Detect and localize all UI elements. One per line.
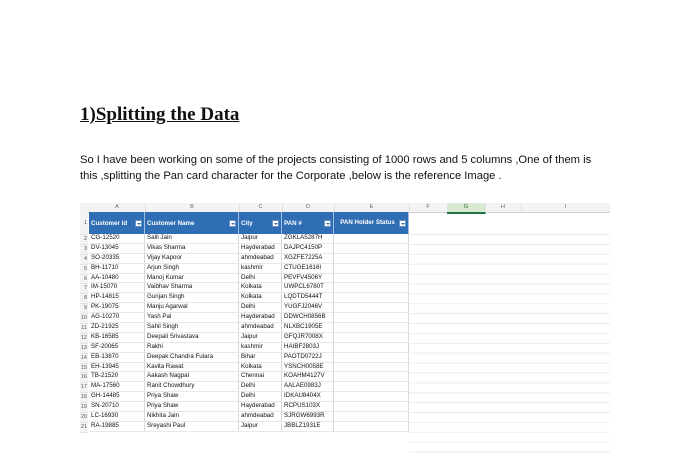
row-number: 15: [80, 364, 88, 374]
pan-holder-status-cell: [334, 412, 409, 421]
customer-name-cell: Vaibhav Sharma: [145, 283, 239, 292]
table-row: [89, 343, 409, 353]
pan-holder-status-cell: [334, 293, 409, 302]
customer-id-cell: LC-16930: [89, 412, 145, 421]
table-row: [89, 313, 409, 323]
row-number: 20: [80, 413, 88, 423]
table-row: [89, 234, 409, 244]
city-cell: ahmdeabad: [239, 412, 282, 421]
header-customer-name: [145, 212, 239, 234]
header-pan-holder-status: [334, 212, 409, 234]
city-cell: ahmdeabad: [239, 254, 282, 263]
column-letter-selected: G: [447, 203, 486, 214]
pan-holder-status-cell: [334, 274, 409, 283]
table-row: [89, 293, 409, 303]
pan-holder-status-cell: [334, 234, 409, 243]
customer-id-cell: BH-11710: [89, 264, 145, 273]
header-label: City: [241, 219, 253, 227]
filter-dropdown-icon: [135, 220, 142, 227]
header-customer-id: [89, 212, 145, 234]
pan-cell: UWPCL6780T: [282, 283, 334, 292]
row-number: 14: [80, 354, 88, 364]
city-cell: Jaipur: [239, 422, 282, 431]
customer-id-cell: GH-14485: [89, 392, 145, 401]
customer-id-cell: SF-20065: [89, 343, 145, 352]
customer-name-cell: Manju Agarwal: [145, 303, 239, 312]
pan-holder-status-cell: [334, 254, 409, 263]
column-letter: E: [334, 203, 410, 212]
row-number: 19: [80, 403, 88, 413]
intro-paragraph: So I have been working on some of the projects consisting of 1000 rows and 5 columns ,One of them is this ,splitting the Pan card character for the Corporate ,below is the reference Image .: [80, 154, 592, 182]
column-letter: A: [89, 203, 146, 212]
row-number: 13: [80, 344, 88, 354]
city-cell: Jaipur: [239, 234, 282, 243]
table-row: [89, 402, 409, 412]
pan-cell: PEVFV4506Y: [282, 274, 334, 283]
pan-cell: DAJPC4150P: [282, 244, 334, 253]
pan-holder-status-cell: [334, 353, 409, 362]
table-row: [89, 264, 409, 274]
pan-holder-status-cell: [334, 343, 409, 352]
row-number-gutter: [80, 212, 88, 433]
row-number: 17: [80, 383, 88, 393]
pan-cell: SJRGW6993R: [282, 412, 334, 421]
pan-holder-status-cell: [334, 382, 409, 391]
city-cell: Hayderabad: [239, 313, 282, 322]
pan-holder-status-cell: [334, 313, 409, 322]
customer-id-cell: EB-13870: [89, 353, 145, 362]
customer-id-cell: SO-20335: [89, 254, 145, 263]
city-cell: Kolkata: [239, 363, 282, 372]
table-row: [89, 274, 409, 284]
pan-cell: HAIBF2803J: [282, 343, 334, 352]
pan-holder-status-cell: [334, 264, 409, 273]
customer-name-cell: Ranit Chowdhury: [145, 382, 239, 391]
city-cell: Bihar: [239, 353, 282, 362]
table-row: [89, 422, 409, 432]
column-letter: H: [485, 203, 522, 212]
pan-cell: XGZFE7225A: [282, 254, 334, 263]
pan-cell: LQDTD5444T: [282, 293, 334, 302]
row-number: 4: [80, 255, 88, 265]
table-row: [89, 283, 409, 293]
row-number: 11: [80, 324, 88, 334]
pan-holder-status-cell: [334, 303, 409, 312]
city-cell: Kolkata: [239, 293, 282, 302]
pan-holder-status-cell: [334, 402, 409, 411]
row-number: 16: [80, 373, 88, 383]
table-row: [89, 382, 409, 392]
customer-name-cell: Sahil Singh: [145, 323, 239, 332]
row-number: 7: [80, 284, 88, 294]
city-cell: Kolkata: [239, 283, 282, 292]
table-row: [89, 244, 409, 254]
customer-name-cell: Deepali Srivastava: [145, 333, 239, 342]
pan-cell: NLXBC1905E: [282, 323, 334, 332]
header-label: Customer Id: [91, 219, 128, 227]
city-cell: Hayderabad: [239, 402, 282, 411]
customer-name-cell: Salil Jain: [145, 234, 239, 243]
table-row: [89, 323, 409, 333]
row-number: 12: [80, 334, 88, 344]
pan-cell: ZGKLA5287H: [282, 234, 334, 243]
pan-cell: YSNCH0058E: [282, 363, 334, 372]
city-cell: kashmir: [239, 264, 282, 273]
table-row: [89, 372, 409, 382]
data-table: [89, 212, 409, 432]
customer-name-cell: Gunjan Singh: [145, 293, 239, 302]
pan-holder-status-cell: [334, 244, 409, 253]
pan-holder-status-cell: [334, 283, 409, 292]
city-cell: Hayderabad: [239, 244, 282, 253]
customer-name-cell: Deepak Chandra Fulara: [145, 353, 239, 362]
customer-id-cell: AG-10270: [89, 313, 145, 322]
customer-name-cell: Rakhi: [145, 343, 239, 352]
header-city: [239, 212, 282, 234]
filter-dropdown-icon: [272, 220, 279, 227]
city-cell: Delhi: [239, 303, 282, 312]
row-number: 8: [80, 294, 88, 304]
row-number: 6: [80, 275, 88, 285]
pan-cell: RCPUS103X: [282, 402, 334, 411]
customer-name-cell: Sreyashi Paul: [145, 422, 239, 431]
pan-cell: DDWCH0856B: [282, 313, 334, 322]
customer-name-cell: Vikas Sharma: [145, 244, 239, 253]
customer-name-cell: Priya Shaw: [145, 392, 239, 401]
city-cell: Jaipur: [239, 333, 282, 342]
city-cell: Chennai: [239, 372, 282, 381]
customer-id-cell: PK-19075: [89, 303, 145, 312]
table-body: [89, 234, 409, 432]
pan-cell: PAOTD0722J: [282, 353, 334, 362]
row-number: 1: [80, 212, 88, 235]
filter-dropdown-icon: [399, 220, 406, 227]
pan-cell: JBBLZ1931E: [282, 422, 334, 431]
table-row: [89, 392, 409, 402]
header-label: PAN #: [284, 219, 302, 227]
pan-holder-status-cell: [334, 333, 409, 342]
pan-holder-status-cell: [334, 363, 409, 372]
customer-id-cell: IM-15070: [89, 283, 145, 292]
customer-id-cell: DV-13045: [89, 244, 145, 253]
pan-cell: AALAE0983J: [282, 382, 334, 391]
pan-holder-status-cell: [334, 422, 409, 431]
column-letter: F: [409, 203, 448, 212]
customer-name-cell: Aakash Nagpal: [145, 372, 239, 381]
header-label: PAN Holder Status: [340, 219, 395, 226]
customer-name-cell: Vijay Kapoor: [145, 254, 239, 263]
city-cell: kashmir: [239, 343, 282, 352]
table-row: [89, 333, 409, 343]
row-number: 3: [80, 245, 88, 255]
table-row: [89, 412, 409, 422]
spreadsheet-screenshot: [80, 203, 610, 459]
row-number: 18: [80, 393, 88, 403]
customer-name-cell: Priya Shaw: [145, 402, 239, 411]
empty-grid-area: [409, 234, 610, 459]
table-row: [89, 363, 409, 373]
column-letter: C: [239, 203, 283, 212]
city-cell: ahmdeabad: [239, 323, 282, 332]
page-heading: 1)Splitting the Data: [80, 104, 240, 125]
customer-name-cell: Nikhita Jain: [145, 412, 239, 421]
table-row: [89, 353, 409, 363]
customer-name-cell: Arjun Singh: [145, 264, 239, 273]
pan-cell: KOAHM4127V: [282, 372, 334, 381]
pan-holder-status-cell: [334, 392, 409, 401]
customer-id-cell: RA-19885: [89, 422, 145, 431]
row-number: 10: [80, 314, 88, 324]
customer-id-cell: CG-12520: [89, 234, 145, 243]
column-letter: D: [282, 203, 335, 212]
column-letter: I: [521, 203, 610, 212]
filter-dropdown-icon: [324, 220, 331, 227]
pan-cell: YUGFJ2046V: [282, 303, 334, 312]
customer-id-cell: ZD-21925: [89, 323, 145, 332]
customer-id-cell: EH-13945: [89, 363, 145, 372]
header-pan: [282, 212, 334, 234]
table-header-row: [89, 212, 409, 234]
row-number: 2: [80, 235, 88, 245]
pan-cell: CTUGE1616I: [282, 264, 334, 273]
row-number: 5: [80, 265, 88, 275]
customer-id-cell: HP-14815: [89, 293, 145, 302]
row-number: 9: [80, 304, 88, 314]
pan-holder-status-cell: [334, 372, 409, 381]
customer-name-cell: Manoj Kumar: [145, 274, 239, 283]
table-row: [89, 303, 409, 313]
customer-id-cell: AA-10480: [89, 274, 145, 283]
city-cell: Delhi: [239, 274, 282, 283]
city-cell: Delhi: [239, 392, 282, 401]
city-cell: Delhi: [239, 382, 282, 391]
column-letter: B: [145, 203, 240, 212]
filter-dropdown-icon: [229, 220, 236, 227]
customer-id-cell: MA-17560: [89, 382, 145, 391]
pan-holder-status-cell: [334, 323, 409, 332]
header-label: Customer Name: [147, 219, 195, 227]
row-number: 21: [80, 423, 88, 433]
customer-id-cell: TB-21520: [89, 372, 145, 381]
customer-id-cell: KB-16585: [89, 333, 145, 342]
customer-name-cell: Kavita Rawat: [145, 363, 239, 372]
customer-name-cell: Yash Pal: [145, 313, 239, 322]
pan-cell: IDKAU8404X: [282, 392, 334, 401]
pan-cell: GFQJR7008X: [282, 333, 334, 342]
table-row: [89, 254, 409, 264]
customer-id-cell: SN-20710: [89, 402, 145, 411]
